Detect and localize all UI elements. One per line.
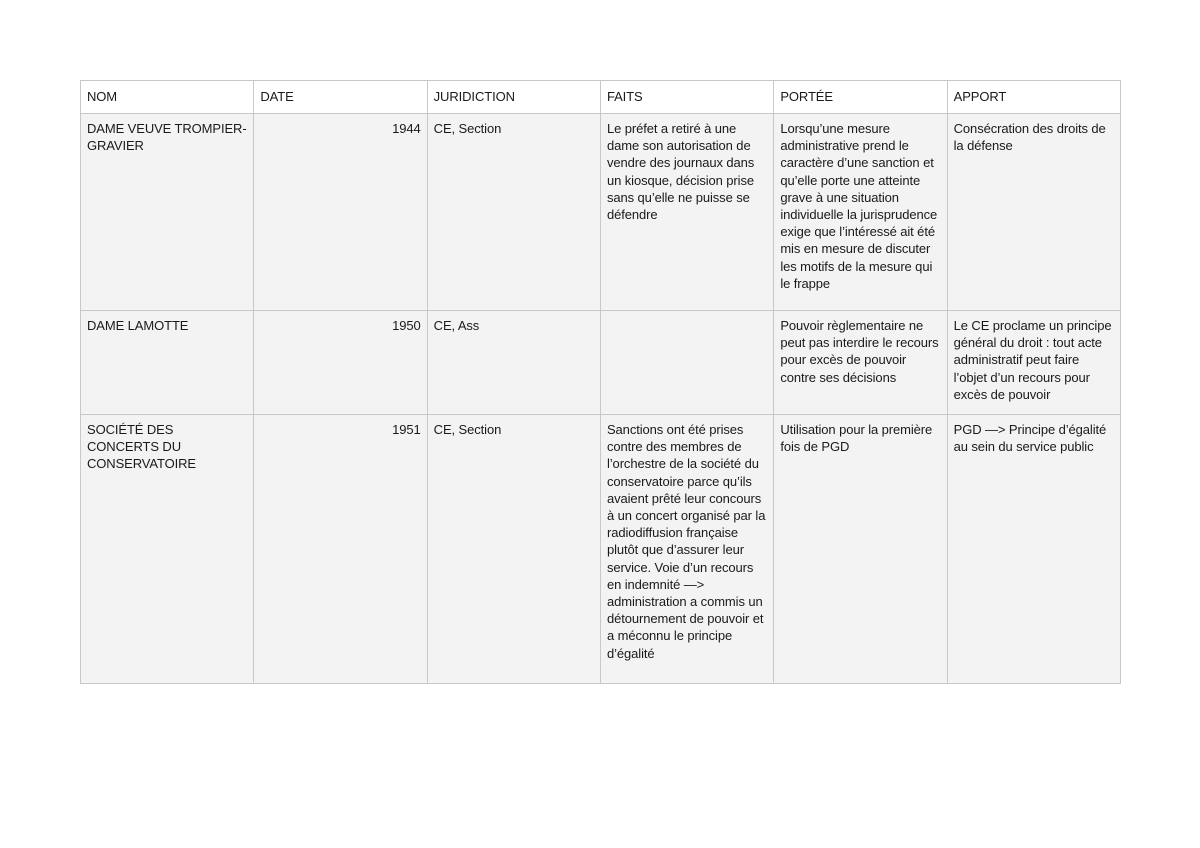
cell-date: 1950 xyxy=(254,311,427,415)
header-portee: PORTÉE xyxy=(774,81,947,114)
header-date: DATE xyxy=(254,81,427,114)
cell-faits xyxy=(600,311,773,415)
cell-juridiction: CE, Ass xyxy=(427,311,600,415)
table-header xyxy=(81,81,1121,114)
table-row xyxy=(81,311,1121,415)
table-body xyxy=(81,114,1121,684)
header-apport: APPORT xyxy=(947,81,1120,114)
cell-juridiction: CE, Section xyxy=(427,114,600,311)
jurisprudence-table xyxy=(80,80,1121,684)
cell-apport: Le CE proclame un principe général du droit : tout acte administratif peut faire l’objet d’un recours pour excès de pouvoir xyxy=(947,311,1120,415)
cell-date: 1944 xyxy=(254,114,427,311)
cell-portee: Lorsqu’une mesure administrative prend le caractère d’une sanction et qu’elle porte une atteinte grave à une situation individuelle la jurisprudence exige que l’intéressé ait été mis en mesure de discuter les motifs de la mesure qui le frappe xyxy=(774,114,947,311)
table-row xyxy=(81,114,1121,311)
cell-apport: Consécration des droits de la défense xyxy=(947,114,1120,311)
cell-nom: DAME LAMOTTE xyxy=(81,311,254,415)
document-page xyxy=(80,80,1120,684)
header-faits: FAITS xyxy=(600,81,773,114)
cell-apport: PGD —> Principe d’égalité au sein du service public xyxy=(947,415,1120,684)
cell-faits: Le préfet a retiré à une dame son autorisation de vendre des journaux dans un kiosque, décision prise sans qu’elle ne puisse se défendre xyxy=(600,114,773,311)
cell-nom: SOCIÉTÉ DES CONCERTS DU CONSERVATOIRE xyxy=(81,415,254,684)
cell-faits: Sanctions ont été prises contre des membres de l’orchestre de la société du conservatoire parce qu’ils avaient prêté leur concours à un concert organisé par la radiodiffusion française plutôt que d’assurer leur service. Voie d’un recours en indemnité —> administration a commis un détournement de pouvoir et a méconnu le principe d’égalité xyxy=(600,415,773,684)
table-row xyxy=(81,415,1121,684)
cell-nom: DAME VEUVE TROMPIER-GRAVIER xyxy=(81,114,254,311)
cell-portee: Pouvoir règlementaire ne peut pas interdire le recours pour excès de pouvoir contre ses décisions xyxy=(774,311,947,415)
cell-portee: Utilisation pour la première fois de PGD xyxy=(774,415,947,684)
cell-date: 1951 xyxy=(254,415,427,684)
cell-juridiction: CE, Section xyxy=(427,415,600,684)
header-juridiction: JURIDICTION xyxy=(427,81,600,114)
header-nom: NOM xyxy=(81,81,254,114)
header-row xyxy=(81,81,1121,114)
